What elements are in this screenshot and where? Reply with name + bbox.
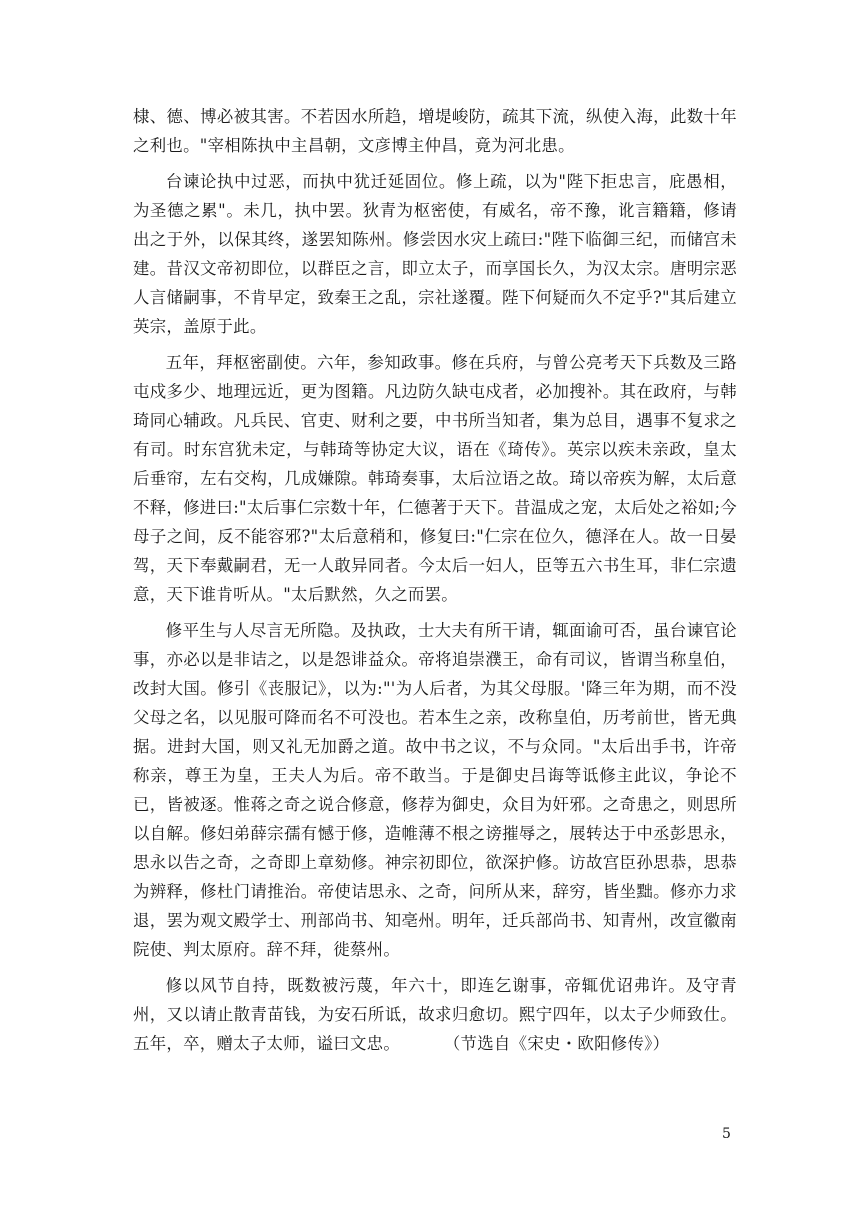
source-note: （节选自《宋史・欧阳修传》） bbox=[452, 1034, 670, 1053]
paragraph-5-text: 修以风节自持，既数被污蔑，年六十，即连乞谢事，帝辄优诏弗许。及守青州，又以请止散青苗钱，为安石所诋，故求归愈切。熙宁四年，以太子少师致仕。五年，卒，赠太子太师，谥曰文忠。 bbox=[133, 976, 737, 1053]
page-number: 5 bbox=[722, 1126, 731, 1142]
document-body bbox=[133, 102, 737, 1065]
paragraph-1: 棣、德、博必被其害。不若因水所趋，增堤峻防，疏其下流，纵使入海，此数十年之利也。"宰相陈执中主昌朝，文彦博主仲昌，竟为河北患。 bbox=[133, 107, 737, 155]
paragraph-2: 台谏论执中过恶，而执中犹迁延固位。修上疏，以为"陛下拒忠言，庇愚相，为圣德之累"。未几，执中罢。狄青为枢密使，有威名，帝不豫，讹言籍籍，修请出之于外，以保其终，遂罢知陈州。修尝因水灾上疏曰:"陛下临御三纪，而储宫未建。昔汉文帝初即位，以群臣之言，即立太子，而享国长久，为汉太宗。唐明宗恶人言储嗣事，不肯早定，致秦王之乱，宗社遂覆。陛下何疑而久不定乎?"其后建立英宗，盖原于此。 bbox=[133, 172, 737, 336]
paragraph-4: 修平生与人尽言无所隐。及执政，士大夫有所干请，辄面谕可否，虽台谏官论事，亦必以是非诘之，以是怨诽益众。帝将追崇濮王，命有司议，皆谓当称皇伯，改封大国。修引《丧服记》，以为:"'为人后者，为其父母服。'降三年为期，而不没父母之名，以见服可降而名不可没也。若本生之亲，改称皇伯，历考前世，皆无典据。进封大国，则又礼无加爵之道。故中书之议，不与众同。"太后出手书，许帝称亲，尊王为皇，王夫人为后。帝不敢当。于是御史吕诲等诋修主此议，争论不已，皆被逐。惟蒋之奇之说合修意，修荐为御史，众目为奸邪。之奇患之，则思所以自解。修妇弟薛宗孺有憾于修，造帷薄不根之谤摧辱之，展转达于中丞彭思永，思永以告之奇，之奇即上章劾修。神宗初即位，欲深护修。访故宫臣孙思恭，思恭为辨释，修杜门请推治。帝使诘思永、之奇，问所从来，辞穷，皆坐黜。修亦力求退，罢为观文殿学士、刑部尚书、知亳州。明年，迁兵部尚书、知青州，改宣徽南院使、判太原府。辞不拜，徙蔡州。 bbox=[133, 621, 737, 959]
paragraph-3: 五年，拜枢密副使。六年，参知政事。修在兵府，与曾公亮考天下兵数及三路屯戍多少、地理远近，更为图籍。凡边防久缺屯戍者，必加搜补。其在政府，与韩琦同心辅政。凡兵民、官吏、财利之要，中书所当知者，集为总目，遇事不复求之有司。时东宫犹未定，与韩琦等协定大议，语在《琦传》。英宗以疾未亲政，皇太后垂帘，左右交构，几成嫌隙。韩琦奏事，太后泣语之故。琦以帝疾为解，太后意不释，修进曰:"太后事仁宗数十年，仁德著于天下。昔温成之宠，太后处之裕如;今母子之间，反不能容邪?"太后意稍和，修复曰:"仁宗在位久，德泽在人。故一日晏驾，天下奉戴嗣君，无一人敢异同者。今太后一妇人，臣等五六书生耳，非仁宗遗意，天下谁肯听从。"太后默然，久之而罢。 bbox=[133, 353, 737, 604]
paragraph-5 bbox=[133, 971, 737, 1058]
